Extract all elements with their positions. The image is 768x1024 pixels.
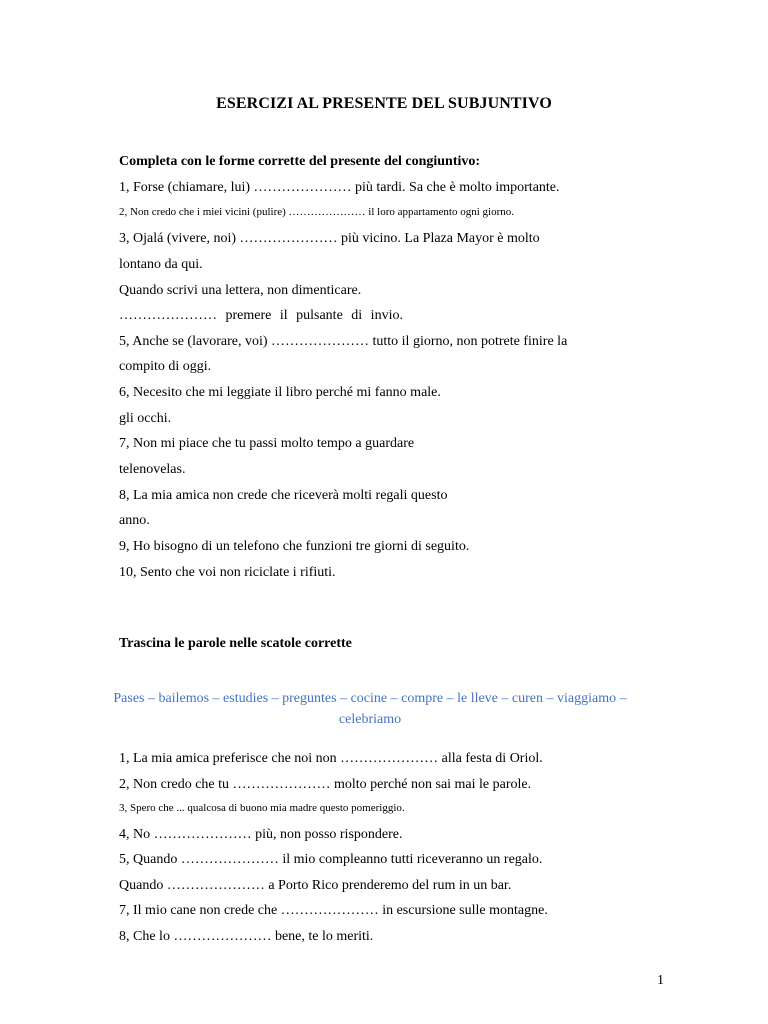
exercise-line: telenovelas.: [119, 462, 186, 477]
page-number: 1: [657, 973, 664, 988]
exercise-line: 5, Quando ………………… il mio compleanno tutti riceveranno un regalo.: [119, 852, 543, 867]
exercise-line: 2, Non credo che i miei vicini (pulire) ………………… il loro appartamento ogni giorno.: [119, 206, 514, 218]
exercise-line: Quando ………………… a Porto Rico prenderemo del rum in un bar.: [119, 878, 512, 893]
exercise-line: 5, Anche se (lavorare, voi) ………………… tutto il giorno, non potrete finire la: [119, 334, 568, 349]
exercise-line: 10, Sento che voi non riciclate i rifiuti.: [119, 565, 336, 580]
section2-heading: Trascina le parole nelle scatole corrette: [119, 636, 352, 651]
exercise-line: Quando scrivi una lettera, non dimenticare.: [119, 283, 362, 298]
exercise-line: 4, No ………………… più, non posso rispondere.: [119, 827, 403, 842]
exercise-line: lontano da qui.: [119, 257, 203, 272]
exercise-line: 1, La mia amica preferisce che noi non ………………… alla festa di Oriol.: [119, 751, 543, 766]
exercise-line: 6, Necesito che mi leggiate il libro perché mi fanno male.: [119, 385, 441, 400]
exercise-line: 1, Forse (chiamare, lui) ………………… più tardi. Sa che è molto importante.: [119, 180, 560, 195]
section1-heading: Completa con le forme corrette del presente del congiuntivo:: [119, 154, 481, 169]
exercise-line: 3, Ojalá (vivere, noi) ………………… più vicino. La Plaza Mayor è molto: [119, 231, 540, 246]
exercise-line: 8, La mia amica non crede che riceverà molti regali questo: [119, 488, 448, 503]
word-bank: Pases – bailemos – estudies – preguntes – cocine – compre – le lleve – curen – viaggiamo – celebriamo: [113, 691, 627, 727]
exercise-line: 9, Ho bisogno di un telefono che funzioni tre giorni di seguito.: [119, 539, 470, 554]
exercise-line: 3, Spero che ... qualcosa di buono mia madre questo pomeriggio.: [119, 802, 405, 814]
exercise-line: gli occhi.: [119, 411, 172, 426]
exercise-line: 7, Il mio cane non crede che ………………… in escursione sulle montagne.: [119, 903, 548, 918]
exercise-line: compito di oggi.: [119, 359, 212, 374]
exercise-line: ………………… premere il pulsante di invio.: [119, 308, 403, 323]
document-title: ESERCIZI AL PRESENTE DEL SUBJUNTIVO: [216, 95, 552, 112]
exercise-line: 2, Non credo che tu ………………… molto perché non sai mai le parole.: [119, 777, 532, 792]
exercise-line: 7, Non mi piace che tu passi molto tempo a guardare: [119, 436, 415, 451]
exercise-line: anno.: [119, 513, 150, 528]
exercise-line: 8, Che lo ………………… bene, te lo meriti.: [119, 929, 374, 944]
